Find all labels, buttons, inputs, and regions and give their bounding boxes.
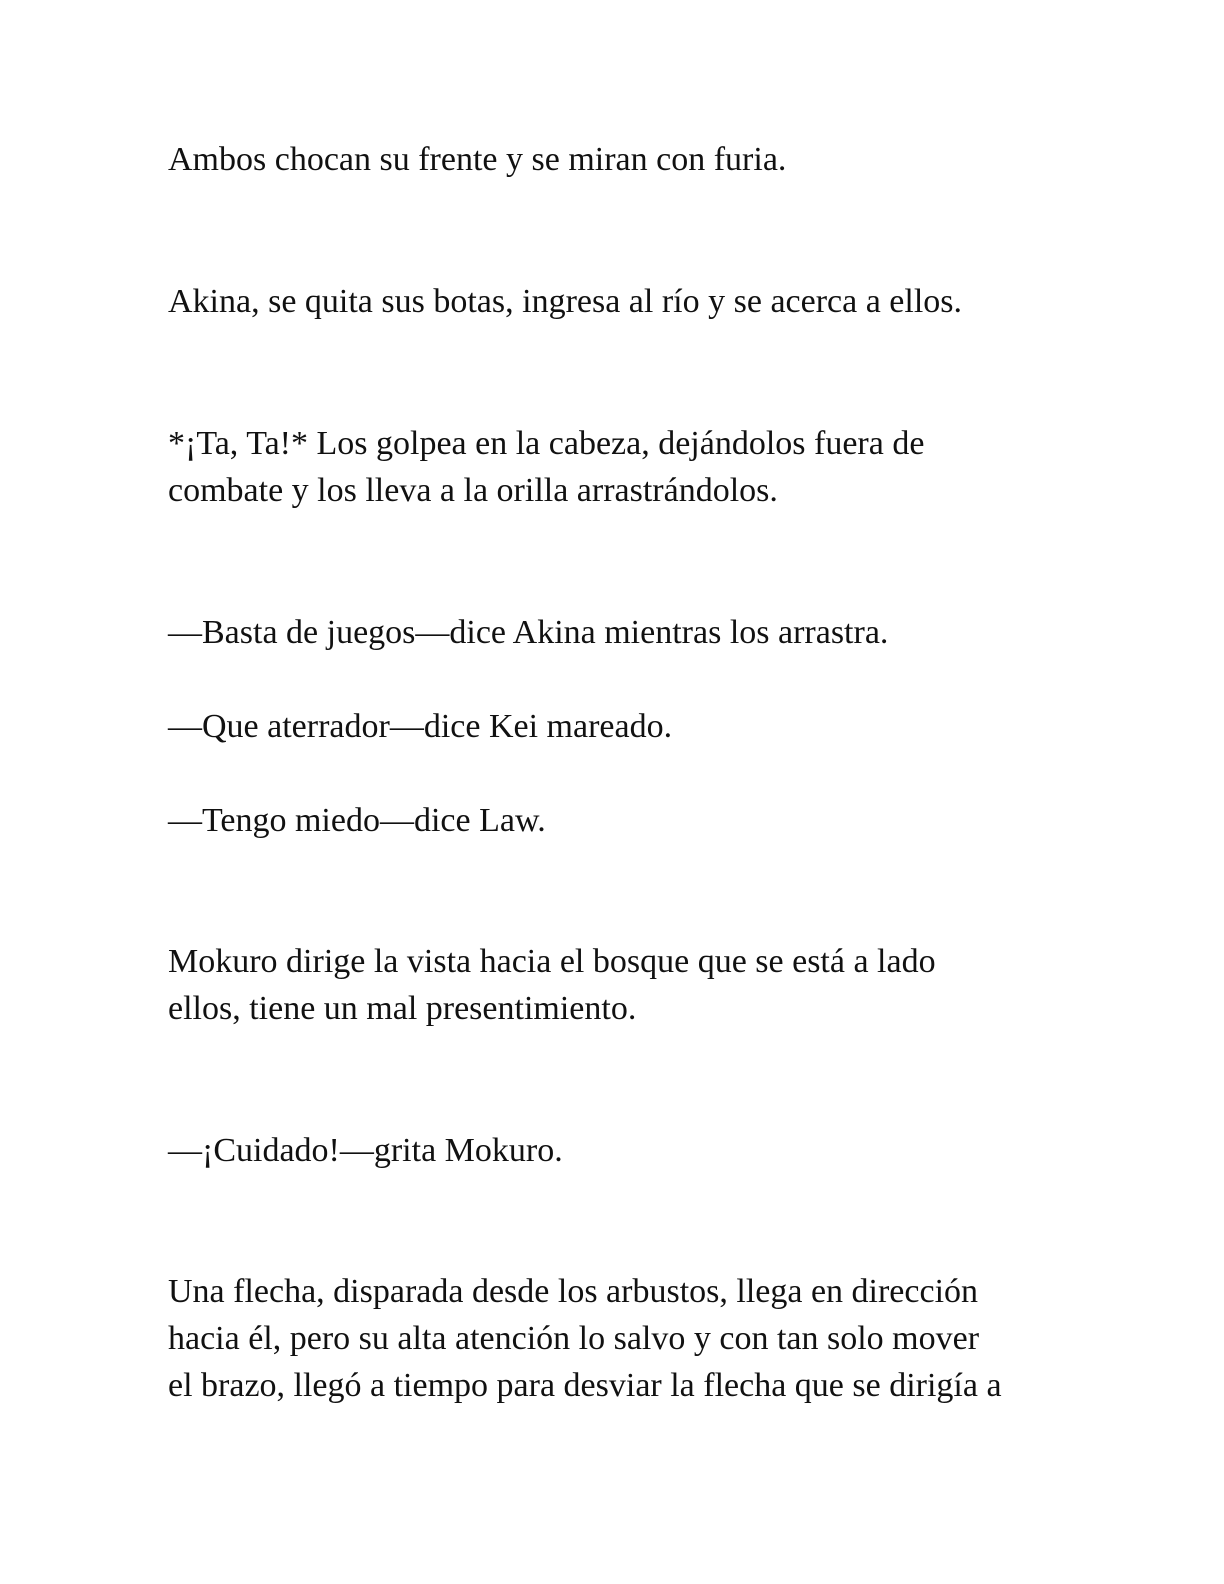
text-line: Una flecha, disparada desde los arbustos, llega en dirección (168, 1273, 979, 1310)
text-line: —¡Cuidado!—grita Mokuro. (168, 1132, 563, 1169)
text-line: —Que aterrador—dice Kei mareado. (168, 708, 673, 745)
text-line: Akina, se quita sus botas, ingresa al río y se acerca a ellos. (168, 283, 963, 320)
text-line: *¡Ta, Ta!* Los golpea en la cabeza, dejándolos fuera de (168, 425, 925, 462)
text-line: hacia él, pero su alta atención lo salvo y con tan solo mover (168, 1320, 980, 1357)
text-line: combate y los lleva a la orilla arrastrándolos. (168, 472, 778, 509)
text-line: ellos, tiene un mal presentimiento. (168, 990, 637, 1027)
text-line: Mokuro dirige la vista hacia el bosque que se está a lado (168, 943, 936, 980)
text-line: el brazo, llegó a tiempo para desviar la flecha que se dirigía a (168, 1367, 1002, 1404)
text-line: —Basta de juegos—dice Akina mientras los arrastra. (168, 614, 889, 651)
text-line: —Tengo miedo—dice Law. (168, 802, 546, 839)
text-line: Ambos chocan su frente y se miran con furia. (168, 141, 787, 178)
